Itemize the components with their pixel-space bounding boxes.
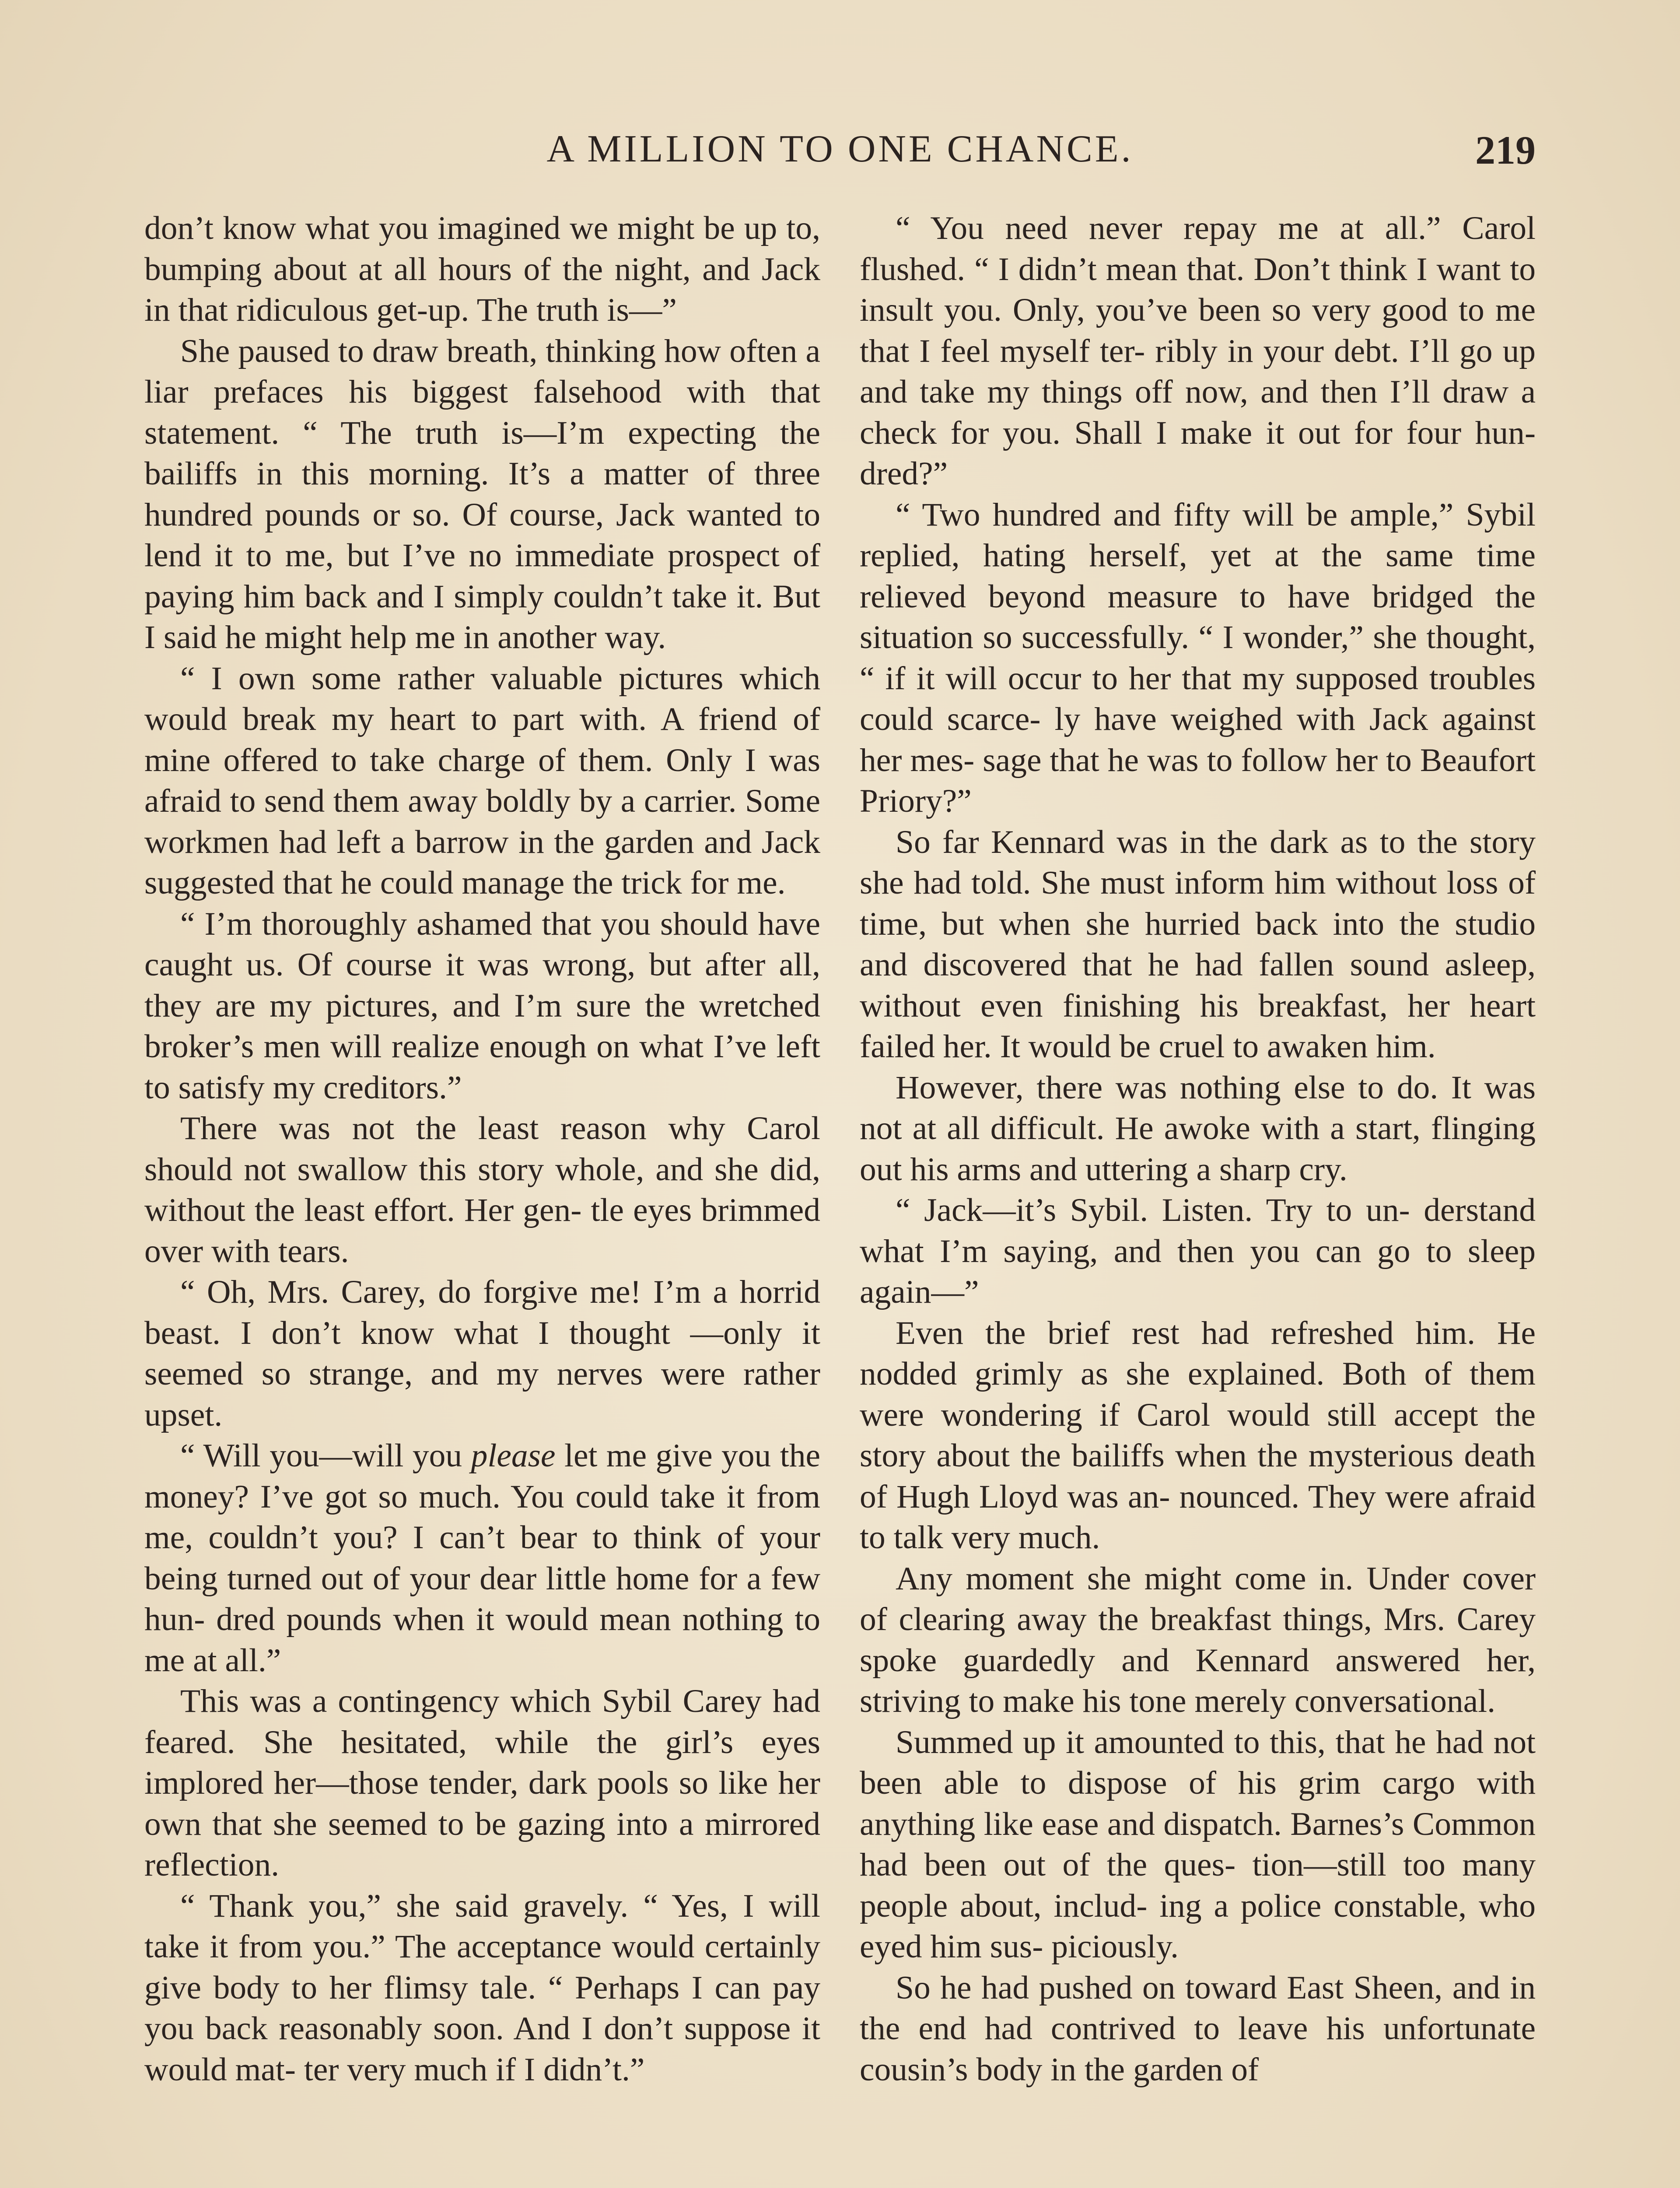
paragraph: “ I own some rather valuable pictures which would break my heart to part with. A friend of mine offered to take charge of them. Only I was afraid to send them away boldly by a carrier. Some workmen had left a barrow in the garden and Jack suggested that he could manage the trick for me. [144, 660, 820, 901]
paragraph: So far Kennard was in the dark as to the story she had told. She must inform him without loss of time, but when she hurried back into the studio and discovered that he had fallen sound asleep, without even finishing his breakfast, her heart failed her. It would be cruel to awaken him. [860, 824, 1536, 1065]
paragraph: There was not the least reason why Carol should not swallow this story whole, and she did, without the least effort. Her gen- tle eyes brimmed over with tears. [144, 1110, 820, 1269]
paragraph: “ I’m thoroughly ashamed that you should have caught us. Of course it was wrong, but after all, they are my pictures, and I’m sure the wretched broker’s men will realize enough on what I’ve left to satisfy my creditors.” [144, 905, 820, 1106]
paragraph: “ Thank you,” she said gravely. “ Yes, I will take it from you.” The acceptance would certainly give body to her flimsy tale. “ Perhaps I can pay you back reasonably soon. And I don’t suppose it would mat- ter very much if I didn’t.” [144, 1887, 820, 2088]
paragraph: Any moment she might come in. Under cover of clearing away the breakfast things, Mrs. Carey spoke guardedly and Kennard answered her, striving to make his tone merely conversational. [860, 1560, 1536, 1719]
paragraph: Even the brief rest had refreshed him. He nodded grimly as she explained. Both of them were wondering if Carol would still accept the story about the bailiffs when the mysterious death of Hugh Lloyd was an- nounced. They were afraid to talk very much. [860, 1315, 1536, 1556]
page-number: 219 [1475, 128, 1536, 172]
paragraph-with-italic: “ Will you—will you please let me give you the money? I’ve got so much. You could take it from me, couldn’t you? I can’t bear to think of your being turned out of your dear little home for a few hun- dred pounds when it would mean nothing to me at all.” [144, 1438, 820, 1679]
right-column [860, 208, 1536, 2090]
paragraph: So he had pushed on toward East Sheen, and in the end had contrived to leave his unfortunate cousin’s body in the garden of [860, 1969, 1536, 2088]
running-head: A MILLION TO ONE CHANCE. [546, 128, 1134, 170]
paragraph: This was a contingency which Sybil Carey had feared. She hesitated, while the girl’s eyes implored her—those tender, dark pools so like her own that she seemed to be gazing into a mirrored reflection. [144, 1683, 820, 1883]
paragraph: Summed up it amounted to this, that he had not been able to dispose of his grim cargo with anything like ease and dispatch. Barnes’s Common had been out of the ques- tion—still too many people about, includ- ing a police constable, who eyed him sus- piciously. [860, 1724, 1536, 1965]
paragraph: “ Jack—it’s Sybil. Listen. Try to un- derstand what I’m saying, and then you can go to sleep again—” [860, 1192, 1536, 1310]
page-header [144, 127, 1536, 179]
paragraph: “ Two hundred and fifty will be ample,” Sybil replied, hating herself, yet at the same time relieved beyond measure to have bridged the situation so successfully. “ I wonder,” she thought, “ if it will occur to her that my supposed troubles could scarce- ly have weighed with Jack against her mes- sage that he was to follow her to Beaufort Priory?” [860, 496, 1536, 819]
paragraph: However, there was nothing else to do. It was not at all difficult. He awoke with a start, flinging out his arms and uttering a sharp cry. [860, 1069, 1536, 1188]
paragraph: “ Oh, Mrs. Carey, do forgive me! I’m a horrid beast. I don’t know what I thought —only it seemed so strange, and my nerves were rather upset. [144, 1274, 820, 1433]
paragraph: don’t know what you imagined we might be up to, bumping about at all hours of the night, and Jack in that ridiculous get-up. The truth is—” [144, 210, 820, 328]
paragraph: She paused to draw breath, thinking how often a liar prefaces his biggest falsehood with that statement. “ The truth is—I’m expecting the bailiffs in this morning. It’s a matter of three hundred pounds or so. Of course, Jack wanted to lend it to me, but I’ve no immediate prospect of paying him back and I simply couldn’t take it. But I said he might help me in another way. [144, 333, 820, 656]
paragraph: “ You need never repay me at all.” Carol flushed. “ I didn’t mean that. Don’t think I want to insult you. Only, you’ve been so very good to me that I feel myself ter- ribly in your debt. I’ll go up and take my things off now, and then I’ll draw a check for you. Shall I make it out for four hun- dred?” [860, 210, 1536, 492]
left-column [144, 208, 820, 2090]
